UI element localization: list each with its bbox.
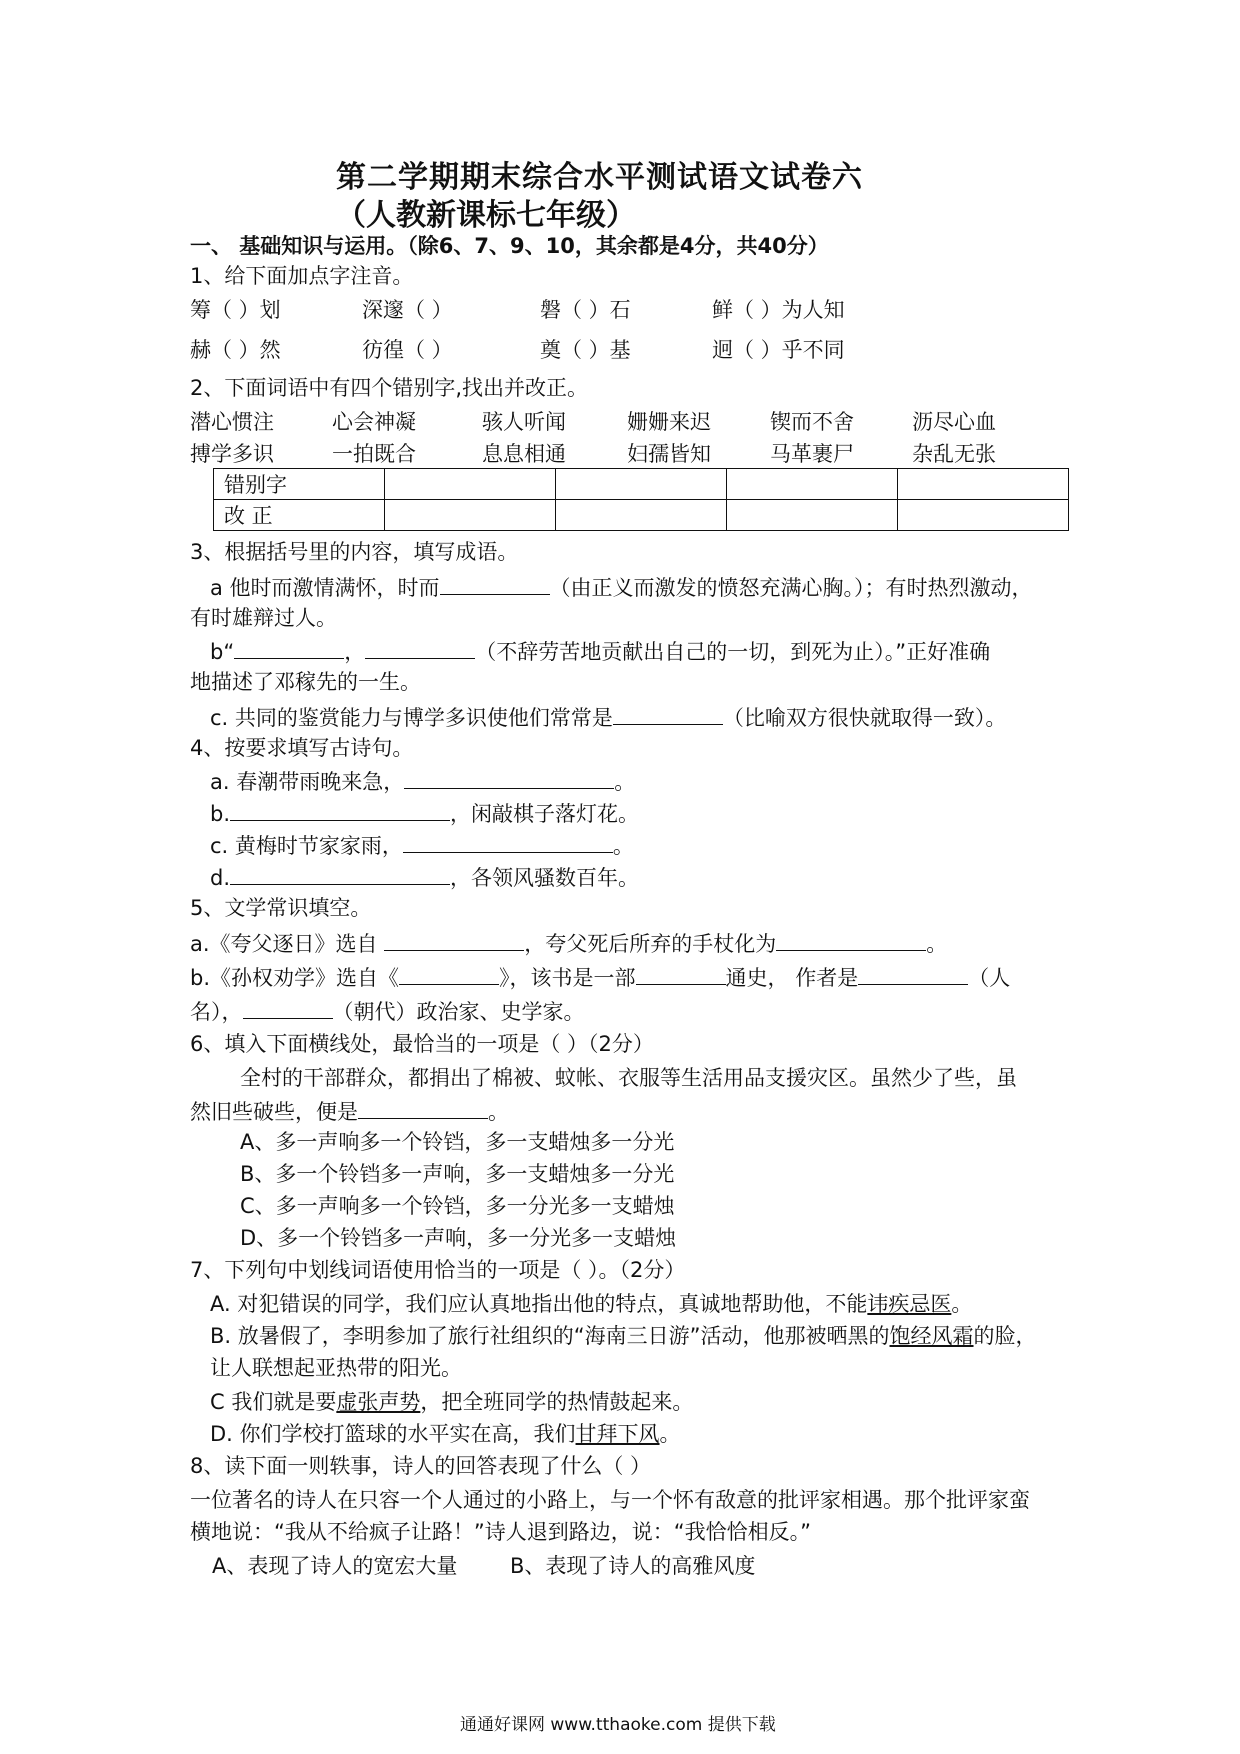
- q2-word: 心会神凝: [332, 410, 416, 434]
- text: d.: [210, 866, 231, 890]
- q2-prompt: 2、下面词语中有四个错别字,找出并改正。: [190, 376, 589, 400]
- answer-blank[interactable]: [399, 962, 499, 985]
- text: a.《夸父逐日》选自: [190, 932, 378, 956]
- q6-text: 全村的干部群众，都捐出了棉被、蚊帐、衣服等生活用品支援灾区。虽然少了些，虽: [240, 1066, 1017, 1090]
- q6-text-cont: [190, 1096, 509, 1126]
- q6-prompt: 6、填入下面横线处，最恰当的一项是（ ）（2分）: [190, 1032, 654, 1056]
- text: b.《孙权劝学》选自《: [190, 966, 400, 990]
- text: 。: [951, 1292, 973, 1316]
- q3-b-cont: 地描述了邓稼先的一生。: [190, 670, 421, 694]
- answer-cell[interactable]: [898, 500, 1069, 531]
- text: c. 黄梅时节家家雨，: [210, 834, 403, 858]
- page-title: 第二学期期末综合水平测试语文试卷六: [336, 160, 863, 195]
- text: 然旧些破些，便是: [190, 1100, 358, 1124]
- q3-b-line: [210, 636, 990, 666]
- answer-cell[interactable]: [385, 500, 556, 531]
- answer-cell[interactable]: [727, 500, 898, 531]
- text: b“: [210, 640, 235, 664]
- q8-prompt: 8、读下面一则轶事，诗人的回答表现了什么（ ）: [190, 1454, 652, 1478]
- text: 。: [926, 932, 948, 956]
- answer-cell[interactable]: [898, 469, 1069, 500]
- underlined-phrase: 饱经风霜: [889, 1324, 974, 1348]
- text: （人: [968, 966, 1011, 990]
- q7-option-b-cont: 让人联想起亚热带的阳光。: [210, 1356, 462, 1380]
- q1-item: 筹（ ）划: [190, 298, 281, 322]
- answer-cell[interactable]: [385, 469, 556, 500]
- text: 。: [612, 834, 634, 858]
- answer-blank[interactable]: [358, 1096, 488, 1119]
- text: B. 放暑假了，李明参加了旅行社组织的“海南三日游”活动，他那被晒黑的: [210, 1324, 890, 1348]
- underlined-phrase: 虚张声势: [336, 1390, 421, 1414]
- underlined-phrase: 甘拜下风: [575, 1422, 660, 1446]
- q5-b-cont: [190, 996, 585, 1026]
- page-subtitle: （人教新课标七年级）: [336, 198, 636, 233]
- text: （不辞劳苦地贡献出自己的一切，到死为止）。”正好准确: [475, 640, 991, 664]
- answer-blank[interactable]: [230, 862, 450, 885]
- q6-option-a[interactable]: A、多一声响多一个铃铛，多一支蜡烛多一分光: [240, 1130, 675, 1154]
- answer-blank[interactable]: [243, 996, 333, 1019]
- text: 》，该书是一部: [499, 966, 636, 990]
- q2-word: 妇孺皆知: [627, 442, 711, 466]
- text: （由正义而激发的愤怒充满心胸。）；有时热烈激动，: [549, 576, 1033, 600]
- text: ，把全班同学的热情鼓起来。: [420, 1390, 694, 1414]
- answer-blank[interactable]: [404, 766, 614, 789]
- q7-option-a[interactable]: [210, 1290, 972, 1318]
- q2-word: 一拍既合: [332, 442, 416, 466]
- q2-word: 息息相通: [482, 442, 566, 466]
- correction-table: [213, 468, 1069, 531]
- answer-blank[interactable]: [440, 572, 550, 595]
- q5-b: [190, 962, 1010, 992]
- text: c. 共同的鉴赏能力与博学多识使他们常常是: [210, 706, 613, 730]
- answer-blank[interactable]: [636, 962, 726, 985]
- q6-option-c[interactable]: C、多一声响多一个铃铛，多一分光多一支蜡烛: [240, 1194, 675, 1218]
- q4-b: [210, 798, 639, 828]
- q1-prompt: 1、给下面加点字注音。: [190, 264, 414, 288]
- q2-word: 马革裹尸: [770, 442, 854, 466]
- q1-item: 磐（ ）石: [540, 298, 631, 322]
- text: ，各领风骚数百年。: [450, 866, 640, 890]
- q8-option-a[interactable]: A、表现了诗人的宽宏大量: [212, 1554, 458, 1578]
- q4-d: [210, 862, 639, 892]
- q2-word: 骇人听闻: [482, 410, 566, 434]
- table-row: [214, 469, 1069, 500]
- q5-a: [190, 928, 947, 958]
- answer-blank[interactable]: [858, 962, 968, 985]
- q6-option-b[interactable]: B、多一个铃铛多一声响，多一支蜡烛多一分光: [240, 1162, 675, 1186]
- q2-word: 杂乱无张: [912, 442, 996, 466]
- q2-word: 锲而不舍: [770, 410, 854, 434]
- text: （朝代）政治家、史学家。: [332, 1000, 585, 1024]
- q1-item: 奠（ ）基: [540, 338, 631, 362]
- answer-blank[interactable]: [234, 636, 344, 659]
- q2-word: 姗姗来迟: [627, 410, 711, 434]
- text: C 我们就是要: [210, 1390, 337, 1414]
- q8-text-cont: 横地说：“我从不给疯子让路！”诗人退到路边，说：“我恰恰相反。”: [190, 1520, 812, 1544]
- text: A. 对犯错误的同学，我们应认真地指出他的特点，真诚地帮助他，不能: [210, 1292, 868, 1316]
- table-label: 改 正: [214, 500, 385, 531]
- q5-prompt: 5、文学常识填空。: [190, 896, 372, 920]
- text: 。: [659, 1422, 681, 1446]
- q7-option-c[interactable]: [210, 1388, 693, 1416]
- text: （比喻双方很快就取得一致）。: [722, 706, 1007, 730]
- q2-word: 搏学多识: [190, 442, 274, 466]
- answer-blank[interactable]: [403, 830, 613, 853]
- table-row: [214, 500, 1069, 531]
- q1-item: 彷徨（ ）: [362, 338, 453, 362]
- q4-c: [210, 830, 634, 860]
- text: 。: [488, 1100, 509, 1124]
- q3-c-line: [210, 702, 1006, 732]
- text: ，: [344, 640, 366, 664]
- section-heading: 一、 基础知识与运用。（除6、7、9、10，其余都是4分，共40分）: [190, 234, 829, 258]
- text: ，闲敲棋子落灯花。: [450, 802, 640, 826]
- text: 。: [614, 770, 636, 794]
- q7-option-b[interactable]: [210, 1322, 1037, 1350]
- text: 的脸，: [973, 1324, 1037, 1348]
- text: D. 你们学校打篮球的水平实在高，我们: [210, 1422, 576, 1446]
- q2-word: 潜心惯注: [190, 410, 274, 434]
- q8-option-b[interactable]: B、表现了诗人的高雅风度: [510, 1554, 756, 1578]
- text: 通史， 作者是: [725, 966, 859, 990]
- q1-item: 迥（ ）乎不同: [712, 338, 845, 362]
- answer-blank[interactable]: [613, 702, 723, 725]
- q2-word: 沥尽心血: [912, 410, 996, 434]
- text: ，夸父死后所弃的手杖化为: [524, 932, 777, 956]
- underlined-phrase: 讳疾忌医: [867, 1292, 952, 1316]
- footer-credit: 通通好课网 www.tthaoke.com 提供下载: [460, 1715, 776, 1735]
- answer-blank[interactable]: [776, 928, 926, 951]
- answer-cell[interactable]: [556, 469, 727, 500]
- q1-item: 深邃（ ）: [362, 298, 453, 322]
- text: a. 春潮带雨晚来急，: [210, 770, 405, 794]
- q4-prompt: 4、按要求填写古诗句。: [190, 736, 414, 760]
- q1-item: 鲜（ ）为人知: [712, 298, 845, 322]
- answer-cell[interactable]: [556, 500, 727, 531]
- text: b.: [210, 802, 231, 826]
- answer-blank[interactable]: [384, 928, 524, 951]
- answer-blank[interactable]: [365, 636, 475, 659]
- q3-a-line: [210, 572, 1033, 602]
- q7-prompt: 7、下列句中划线词语使用恰当的一项是（ ）。（2分）: [190, 1258, 686, 1282]
- q7-option-d[interactable]: [210, 1420, 681, 1448]
- q6-option-d[interactable]: D、多一个铃铛多一声响，多一分光多一支蜡烛: [240, 1226, 677, 1250]
- text: a 他时而激情满怀，时而: [210, 576, 440, 600]
- q4-a: [210, 766, 635, 796]
- q1-item: 赫（ ）然: [190, 338, 281, 362]
- q3-prompt: 3、根据括号里的内容，填写成语。: [190, 540, 519, 564]
- answer-blank[interactable]: [230, 798, 450, 821]
- answer-cell[interactable]: [727, 469, 898, 500]
- table-label: 错别字: [214, 469, 385, 500]
- q8-text: 一位著名的诗人在只容一个人通过的小路上，与一个怀有敌意的批评家相遇。那个批评家蛮: [190, 1488, 1030, 1512]
- text: 名），: [190, 1000, 243, 1024]
- q3-a-cont: 有时雄辩过人。: [190, 606, 337, 630]
